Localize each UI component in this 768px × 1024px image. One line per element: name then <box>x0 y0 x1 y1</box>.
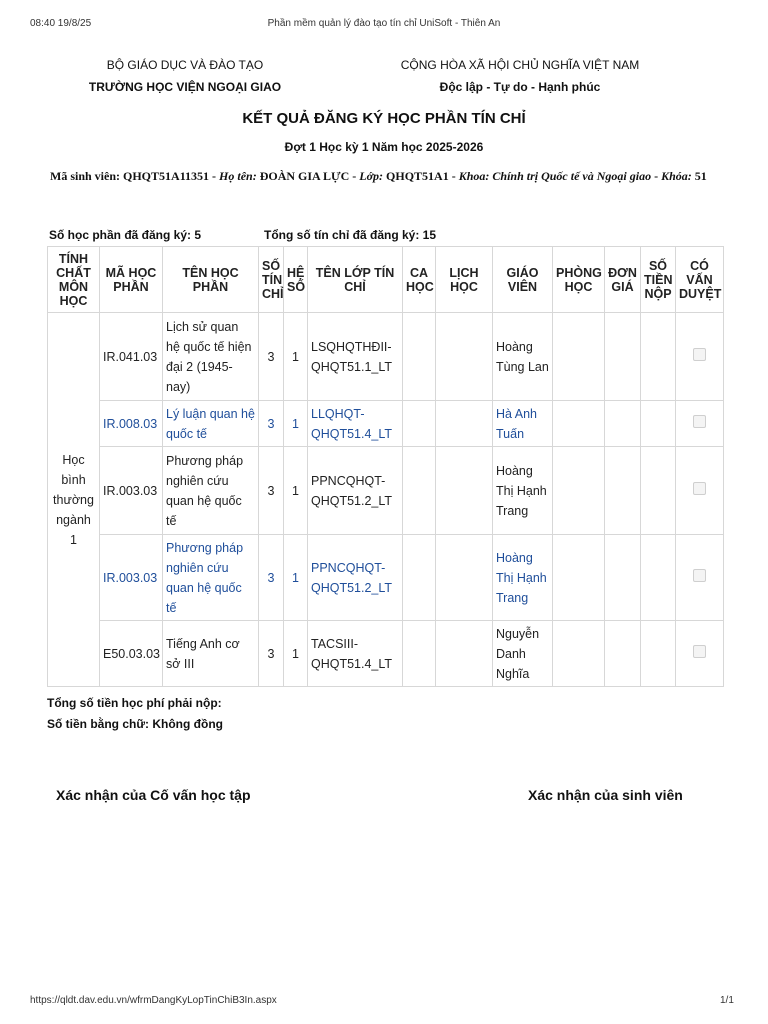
registration-table <box>47 246 724 687</box>
course-teacher: Hoàng Thị Hạnh Trang <box>493 535 553 621</box>
amount-in-words: Số tiền bằng chữ: Không đồng <box>47 717 223 731</box>
advisor-approved-checkbox[interactable] <box>693 348 706 361</box>
table-row <box>48 401 724 447</box>
course-name: Phương pháp nghiên cứu quan hệ quốc tế <box>163 447 259 535</box>
course-credits: 3 <box>259 313 284 401</box>
col-ten-hp: TÊN HỌC PHẦN <box>163 247 259 313</box>
student-class: QHQT51A1 <box>386 169 449 183</box>
col-he-so: HỆ SỐ <box>284 247 308 313</box>
advisor-approved-cell <box>676 447 724 535</box>
print-datetime: 08:40 19/8/25 <box>30 18 92 29</box>
course-code: IR.003.03 <box>100 535 163 621</box>
course-name: Lịch sử quan hệ quốc tế hiện đại 2 (1945-nay) <box>163 313 259 401</box>
course-class: LSQHQTHĐII-QHQT51.1_LT <box>308 313 403 401</box>
course-teacher: Hà Anh Tuấn <box>493 401 553 447</box>
col-don-gia: ĐƠN GIÁ <box>605 247 641 313</box>
course-shift <box>403 313 436 401</box>
course-class: PPNCQHQT-QHQT51.2_LT <box>308 535 403 621</box>
course-schedule <box>436 535 493 621</box>
course-teacher: Hoàng Thị Hạnh Trang <box>493 447 553 535</box>
course-fee <box>641 535 676 621</box>
col-giao-vien: GIÁO VIÊN <box>493 247 553 313</box>
advisor-approved-cell <box>676 535 724 621</box>
advisor-signature-label: Xác nhận của Cố vấn học tập <box>56 787 251 803</box>
col-lich-hoc: LỊCH HỌC <box>436 247 493 313</box>
student-name-label: Họ tên: <box>219 169 257 183</box>
total-fee-label: Tổng số tiền học phí phải nộp: <box>47 696 222 710</box>
course-fee <box>641 621 676 687</box>
course-room <box>553 621 605 687</box>
course-class: LLQHQT-QHQT51.4_LT <box>308 401 403 447</box>
course-coef: 1 <box>284 621 308 687</box>
course-shift <box>403 447 436 535</box>
registered-credits: Tổng số tín chỉ đã đăng ký: 15 <box>264 228 437 242</box>
student-signature-label: Xác nhận của sinh viên <box>528 787 683 803</box>
course-room <box>553 447 605 535</box>
sep: - <box>349 169 360 183</box>
course-credits: 3 <box>259 447 284 535</box>
course-fee <box>641 313 676 401</box>
student-faculty-label: Khoa: <box>458 169 490 183</box>
course-schedule <box>436 401 493 447</box>
sep: - <box>209 169 220 183</box>
course-price <box>605 401 641 447</box>
advisor-approved-checkbox[interactable] <box>693 482 706 495</box>
registered-count: Số học phần đã đăng ký: 5 <box>49 228 202 242</box>
course-shift <box>403 401 436 447</box>
ministry-name: BỘ GIÁO DỤC VÀ ĐÀO TẠO <box>106 58 264 72</box>
course-code: IR.008.03 <box>100 401 163 447</box>
course-schedule <box>436 313 493 401</box>
course-shift <box>403 535 436 621</box>
course-teacher: Hoàng Tùng Lan <box>493 313 553 401</box>
advisor-approved-checkbox[interactable] <box>693 645 706 658</box>
col-co-van: CÓ VẤN DUYỆT <box>676 247 724 313</box>
print-page-number: 1/1 <box>720 995 734 1006</box>
course-room <box>553 535 605 621</box>
course-code: IR.003.03 <box>100 447 163 535</box>
course-room <box>553 313 605 401</box>
table-row <box>48 535 724 621</box>
course-price <box>605 535 641 621</box>
course-schedule <box>436 447 493 535</box>
course-coef: 1 <box>284 401 308 447</box>
advisor-approved-cell <box>676 401 724 447</box>
table-row <box>48 621 724 687</box>
course-credits: 3 <box>259 621 284 687</box>
advisor-approved-cell <box>676 621 724 687</box>
col-phong-hoc: PHÒNG HỌC <box>553 247 605 313</box>
student-id: QHQT51A11351 <box>123 169 210 183</box>
republic-name: CỘNG HÒA XÃ HỘI CHỦ NGHĨA VIỆT NAM <box>400 58 640 72</box>
col-ma-hp: MÃ HỌC PHẦN <box>100 247 163 313</box>
course-teacher: Nguyễn Danh Nghĩa <box>493 621 553 687</box>
course-room <box>553 401 605 447</box>
course-code: E50.03.03 <box>100 621 163 687</box>
course-shift <box>403 621 436 687</box>
table-row <box>48 313 724 401</box>
course-coef: 1 <box>284 313 308 401</box>
student-id-label: Mã sinh viên: <box>50 169 121 183</box>
print-page-title: Phần mềm quản lý đào tạo tín chỉ UniSoft - Thiên An <box>267 18 501 29</box>
course-coef: 1 <box>284 447 308 535</box>
course-class: PPNCQHQT-QHQT51.2_LT <box>308 447 403 535</box>
course-class: TACSIII-QHQT51.4_LT <box>308 621 403 687</box>
course-type: Học bình thường ngành 1 <box>48 313 100 687</box>
course-name: Lý luận quan hệ quốc tế <box>163 401 259 447</box>
sep: - <box>448 169 459 183</box>
advisor-approved-cell <box>676 313 724 401</box>
doc-title: KẾT QUẢ ĐĂNG KÝ HỌC PHẦN TÍN CHỈ <box>242 110 526 127</box>
school-name: TRƯỜNG HỌC VIỆN NGOẠI GIAO <box>88 80 282 94</box>
col-tinh-chat: TÍNH CHẤT MÔN HỌC <box>48 247 100 313</box>
print-url: https://qldt.dav.edu.vn/wfrmDangKyLopTinChiB3In.aspx <box>30 995 277 1006</box>
course-price <box>605 313 641 401</box>
table-header-row <box>48 247 724 313</box>
student-name: ĐOÀN GIA LỰC <box>259 169 350 183</box>
col-so-tien: SỐ TIỀN NỘP <box>641 247 676 313</box>
course-code: IR.041.03 <box>100 313 163 401</box>
course-price <box>605 447 641 535</box>
course-credits: 3 <box>259 401 284 447</box>
col-so-tc: SỐ TÍN CHỈ <box>259 247 284 313</box>
course-schedule <box>436 621 493 687</box>
course-credits: 3 <box>259 535 284 621</box>
doc-subtitle: Đợt 1 Học kỳ 1 Năm học 2025-2026 <box>284 140 484 154</box>
course-price <box>605 621 641 687</box>
col-ten-lop: TÊN LỚP TÍN CHỈ <box>308 247 403 313</box>
col-ca-hoc: CA HỌC <box>403 247 436 313</box>
student-class-label: Lớp: <box>359 169 384 183</box>
course-fee <box>641 447 676 535</box>
course-name: Phương pháp nghiên cứu quan hệ quốc tế <box>163 535 259 621</box>
course-name: Tiếng Anh cơ sở III <box>163 621 259 687</box>
student-course: 51 <box>694 169 707 183</box>
student-faculty: Chính trị Quốc tế và Ngoại giao <box>492 169 652 183</box>
motto: Độc lập - Tự do - Hạnh phúc <box>439 80 601 94</box>
course-coef: 1 <box>284 535 308 621</box>
student-course-label: Khóa: <box>661 169 692 183</box>
course-fee <box>641 401 676 447</box>
advisor-approved-checkbox[interactable] <box>693 415 706 428</box>
student-info <box>50 168 726 184</box>
sep: - <box>651 169 662 183</box>
advisor-approved-checkbox[interactable] <box>693 569 706 582</box>
table-row <box>48 447 724 535</box>
